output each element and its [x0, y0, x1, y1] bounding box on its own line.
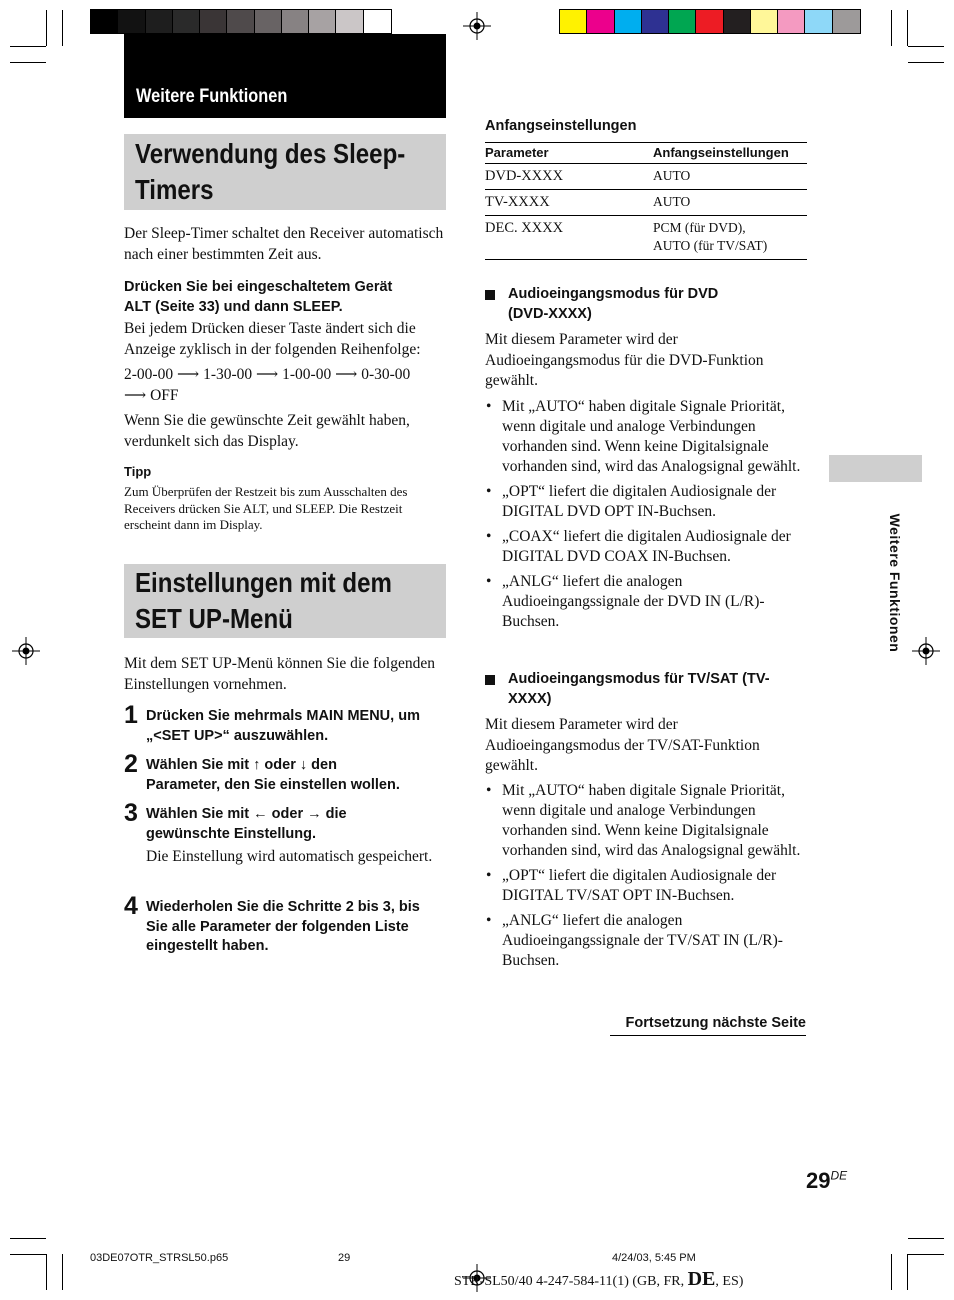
table-title: Anfangseinstellungen — [485, 118, 637, 134]
crop-mark — [46, 1254, 47, 1290]
color-swatch — [751, 10, 778, 33]
tipp-text: Zum Überprüfen der Restzeit bis zum Ausschalten des Receivers drücken Sie ALT, und SLEEP. Die Restzeit erscheint dann im Display. — [124, 484, 408, 532]
step-note: Die Einstellung wird automatisch gespeichert. — [146, 848, 433, 865]
crop-mark — [891, 1254, 892, 1290]
section-title-setup-menu: Einstellungen mit dem SET UP-Menü — [135, 567, 392, 634]
step-text: Wählen Sie mit ↑ oder ↓ den Parameter, den Sie einstellen wollen. — [146, 757, 400, 793]
cycle-text: Bei jedem Drücken dieser Taste ändert sich die Anzeige zyklisch in der folgenden Reihenfolge: — [124, 320, 421, 358]
step-text: Drücken Sie mehrmals MAIN MENU, um „<SET UP>“ auszuwählen. — [146, 708, 420, 744]
registration-mark-icon — [912, 637, 940, 665]
arrow-right-icon: ⟶ — [256, 366, 279, 383]
gray-swatch — [309, 10, 336, 33]
step-text: Wählen Sie mit ← oder → die gewünschte Einstellung. — [146, 806, 347, 842]
gray-swatch — [364, 10, 391, 33]
header-title: Weitere Funktionen — [136, 86, 288, 107]
gray-swatch — [118, 10, 145, 33]
list-item: • Mit „AUTO“ haben digitale Signale Priorität, wenn digitale und analoge Verbindungen vorhanden sind. Wenn keine Digitalsignale vorhanden sind, wird das Analogsignal gewählt. — [485, 781, 807, 861]
sleep-sequence: 2-00-00 ⟶ 1-30-00 ⟶ 1-00-00 ⟶ 0-30-00 ⟶ OFF — [124, 366, 411, 404]
crop-mark — [907, 10, 908, 46]
color-calibration-bar — [559, 9, 861, 34]
color-swatch — [724, 10, 751, 33]
crop-mark — [10, 62, 46, 63]
gray-swatch — [282, 10, 309, 33]
continued-link[interactable]: Fortsetzung nächste Seite — [610, 1014, 806, 1036]
crop-mark — [908, 46, 944, 47]
section-title-sleep-timer: Verwendung des Sleep- Timers — [135, 138, 406, 205]
table-header: Anfangseinstellungen — [653, 143, 807, 164]
crop-mark — [10, 1238, 46, 1239]
sleep-instruction: Drücken Sie bei eingeschaltetem Gerät ALT (Seite 33) und dann SLEEP. — [124, 279, 393, 315]
table-row: DEC. XXXX PCM (für DVD), AUTO (für TV/SAT) — [485, 216, 807, 260]
square-bullet-icon — [485, 290, 495, 300]
table-header: Parameter — [485, 143, 653, 164]
arrow-right-icon: ⟶ — [335, 366, 358, 383]
list-item: • „ANLG“ liefert die analogen Audioeingangssignale der DVD IN (L/R)-Buchsen. — [485, 572, 807, 632]
tv-bullet-list — [485, 781, 807, 976]
crop-mark — [10, 46, 46, 47]
crop-mark — [891, 10, 892, 46]
crop-mark — [10, 1254, 46, 1255]
list-item: • „ANLG“ liefert die analogen Audioeingangssignale der TV/SAT IN (L/R)-Buchsen. — [485, 911, 807, 971]
dvd-heading: Audioeingangsmodus für DVD (DVD-XXXX) — [508, 286, 719, 322]
tv-intro: Mit diesem Parameter wird der Audioeingangsmodus der TV/SAT-Funktion gewählt. — [485, 716, 760, 774]
color-swatch — [833, 10, 860, 33]
after-sequence-text: Wenn Sie die gewünschte Zeit gewählt haben, verdunkelt sich das Display. — [124, 412, 410, 450]
gray-swatch — [227, 10, 254, 33]
grayscale-calibration-bar — [90, 9, 392, 34]
crop-mark — [908, 1254, 944, 1255]
gray-swatch — [173, 10, 200, 33]
color-swatch — [587, 10, 614, 33]
dvd-intro: Mit diesem Parameter wird der Audioeingangsmodus für die DVD-Funktion gewählt. — [485, 331, 764, 389]
side-tab-label: Weitere Funktionen — [887, 513, 903, 653]
square-bullet-icon — [485, 675, 495, 685]
footer-date: 4/24/03, 5:45 PM — [612, 1252, 696, 1264]
arrow-right-icon: ⟶ — [176, 366, 200, 383]
list-item: • „COAX“ liefert die digitalen Audiosignale der DIGITAL DVD COAX IN-Buchsen. — [485, 527, 807, 567]
table-row: TV-XXXX AUTO — [485, 190, 807, 216]
step-text: Wiederholen Sie die Schritte 2 bis 3, bis Sie alle Parameter der folgenden Liste eingestellt haben. — [146, 899, 420, 954]
gray-swatch — [255, 10, 282, 33]
tipp-label: Tipp — [124, 464, 152, 479]
crop-mark — [46, 10, 47, 46]
step-number: 3 — [124, 799, 138, 827]
crop-mark — [62, 10, 63, 46]
gray-swatch — [336, 10, 363, 33]
footer-page: 29 — [338, 1252, 351, 1264]
color-swatch — [560, 10, 587, 33]
step-number: 4 — [124, 892, 138, 920]
gray-swatch — [91, 10, 118, 33]
registration-mark-icon — [463, 12, 491, 40]
crop-mark — [908, 62, 944, 63]
step-number: 1 — [124, 701, 138, 729]
list-item: • „OPT“ liefert die digitalen Audiosignale der DIGITAL TV/SAT OPT IN-Buchsen. — [485, 866, 807, 906]
footer-file: 03DE07OTR_STRSL50.p65 — [90, 1252, 229, 1264]
color-swatch — [805, 10, 832, 33]
crop-mark — [62, 1254, 63, 1290]
crop-mark — [907, 1254, 908, 1290]
footer-model: STR-SL50/40 4-247-584-11(1) (GB, FR, DE, ES) — [454, 1268, 744, 1290]
dvd-bullet-list — [485, 397, 807, 637]
arrow-right-icon: ⟶ — [124, 386, 147, 404]
color-swatch — [642, 10, 669, 33]
setup-intro: Mit dem SET UP-Menü können Sie die folgenden Einstellungen vornehmen. — [124, 655, 435, 693]
color-swatch — [615, 10, 642, 33]
color-swatch — [778, 10, 805, 33]
tv-heading: Audioeingangsmodus für TV/SAT (TV- XXXX) — [508, 671, 770, 707]
list-item: • Mit „AUTO“ haben digitale Signale Priorität, wenn digitale und analoge Verbindungen vorhanden sind. Wenn keine Digitalsignale vorhanden sind, wird das Analogsignal gewählt. — [485, 397, 807, 477]
crop-mark — [908, 1238, 944, 1239]
table-row: DVD-XXXX AUTO — [485, 164, 807, 190]
registration-mark-icon — [12, 637, 40, 665]
step-number: 2 — [124, 750, 138, 778]
sleep-intro: Der Sleep-Timer schaltet den Receiver automatisch nach einer bestimmten Zeit aus. — [124, 225, 444, 263]
side-tab — [829, 455, 922, 482]
page-number: 29DE — [806, 1168, 848, 1193]
gray-swatch — [146, 10, 173, 33]
list-item: • „OPT“ liefert die digitalen Audiosignale der DIGITAL DVD OPT IN-Buchsen. — [485, 482, 807, 522]
color-swatch — [669, 10, 696, 33]
color-swatch — [696, 10, 723, 33]
settings-table — [485, 142, 807, 260]
gray-swatch — [200, 10, 227, 33]
